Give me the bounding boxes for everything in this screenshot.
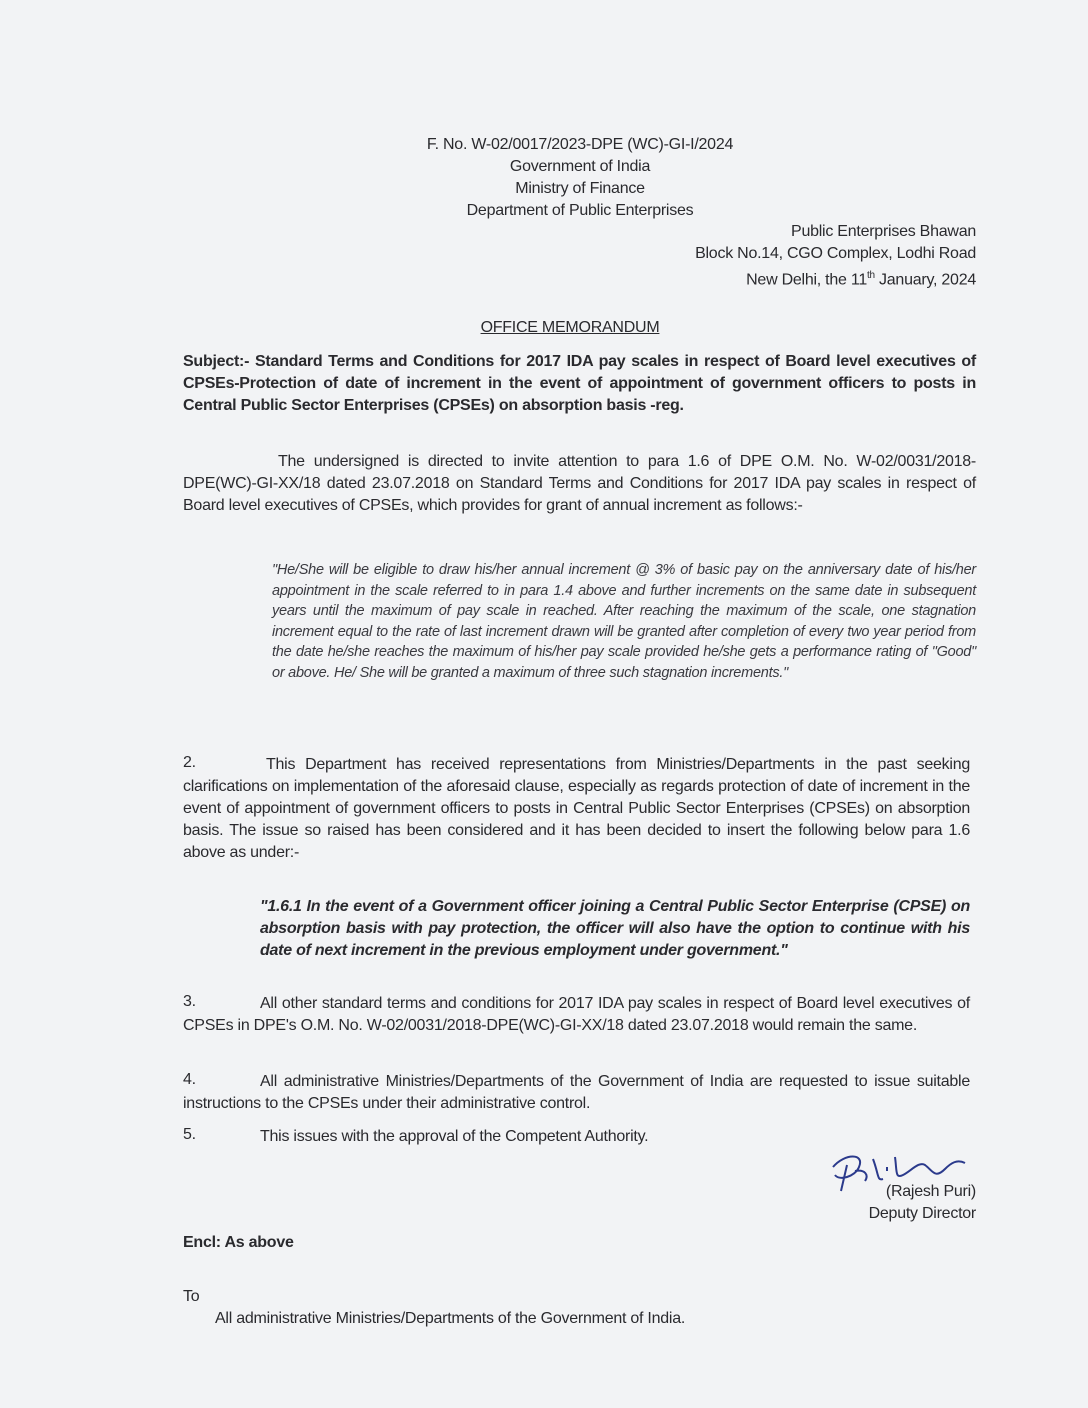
subject: Subject:- Standard Terms and Conditions for 2017 IDA pay scales in respect of Board level executives of CPSEs-Protection of date of increment in the event of appointment of government officers to posts in Central Public Sector Enterprises (CPSEs) on absorption basis -reg. bbox=[183, 353, 976, 414]
ministry-name: Ministry of Finance bbox=[515, 180, 645, 197]
address-line-1: Public Enterprises Bhawan bbox=[791, 223, 976, 240]
paragraph-2: This Department has received representations from Ministries/Departments in the past seeking clarifications on implementation of the aforesaid clause, especially as regards protection of date of increment in the event of appointment of government officers to posts in Central Public Sector Enterprises (CPSEs) on absorption basis. The issue so raised has been considered and it has been decided to insert the following below para 1.6 above as under:- bbox=[183, 756, 970, 861]
to-label: To bbox=[183, 1288, 200, 1305]
signature-block bbox=[776, 1181, 976, 1225]
address-line-2: Block No.14, CGO Complex, Lodhi Road bbox=[695, 245, 976, 262]
quoted-clause: "He/She will be eligible to draw his/her annual increment @ 3% of basic pay on the anniversary date of his/her appointment in the scale referred to in para 1.4 above and further increments on the same date in subsequent years until the maximum of pay scale in reached. After reaching the maximum of the scale, one stagnation increment equal to the rate of last increment drawn will be granted after completion of every two year period from the date he/she reaches the maximum of his/her pay scale provided he/she gets a performance rating of "Good" or above. He/ She will be granted a maximum of three such stagnation increments." bbox=[272, 562, 976, 681]
department-name: Department of Public Enterprises bbox=[466, 202, 694, 219]
paragraph-4-number: 4. bbox=[183, 1071, 196, 1088]
signatory-designation: Deputy Director bbox=[868, 1205, 976, 1222]
paragraph-4: All administrative Ministries/Departments of the Government of India are requested to issue suitable instructions to the CPSEs under their administrative control. bbox=[183, 1073, 970, 1112]
paragraph-5-number: 5. bbox=[183, 1126, 196, 1143]
paragraph-2-number: 2. bbox=[183, 754, 196, 771]
paragraph-3: All other standard terms and conditions for 2017 IDA pay scales in respect of Board level executives of CPSEs in DPE's O.M. No. W-02/0031/2018-DPE(WC)-GI-XX/18 dated 23.07.2018 would remain the same. bbox=[183, 995, 970, 1034]
letterhead bbox=[380, 134, 780, 222]
paragraph-3-number: 3. bbox=[183, 993, 196, 1010]
signatory-name: (Rajesh Puri) bbox=[885, 1183, 976, 1200]
document-title: OFFICE MEMORANDUM bbox=[480, 319, 660, 336]
paragraph-1: The undersigned is directed to invite attention to para 1.6 of DPE O.M. No. W-02/0031/2018-DPE(WC)-GI-XX/18 dated 23.07.2018 on Standard Terms and Conditions for 2017 IDA pay scales in respect of Board level executives of CPSEs, which provides for grant of annual increment as follows:- bbox=[183, 453, 976, 514]
recipient: All administrative Ministries/Departments of the Government of India. bbox=[215, 1310, 686, 1327]
date-line: New Delhi, the 11th January, 2024 bbox=[746, 270, 976, 289]
enclosure: Encl: As above bbox=[183, 1234, 294, 1251]
inserted-clause-1-6-1: "1.6.1 In the event of a Government officer joining a Central Public Sector Enterprise (CPSE) on absorption basis with pay protection, the officer will also have the option to continue with his date of next increment in the previous employment under government." bbox=[260, 898, 970, 959]
address-block bbox=[560, 221, 976, 291]
file-number: F. No. W-02/0017/2023-DPE (WC)-GI-I/2024 bbox=[426, 136, 734, 153]
paragraph-5: This issues with the approval of the Competent Authority. bbox=[260, 1128, 649, 1145]
government-name: Government of India bbox=[509, 158, 651, 175]
